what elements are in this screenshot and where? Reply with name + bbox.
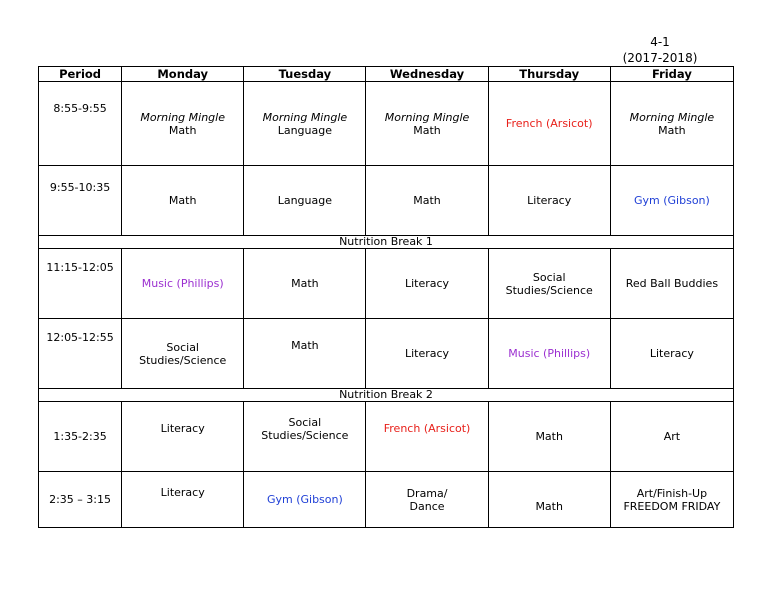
schedule-cell <box>366 166 488 236</box>
period-time: 11:15-12:05 <box>46 261 114 274</box>
schedule-cell <box>610 82 733 166</box>
cell-text: Language <box>277 194 333 207</box>
table-row <box>39 319 734 389</box>
schedule-cell <box>122 402 244 472</box>
schedule-cell <box>366 319 488 389</box>
cell-text: Math <box>658 123 686 137</box>
cell-text: French (Arsicot) <box>505 117 593 130</box>
schedule-cell <box>122 472 244 528</box>
break-row <box>39 236 734 249</box>
schedule-cell <box>122 319 244 389</box>
cell-italic: Morning Mingle <box>384 110 470 124</box>
schedule-cell <box>610 402 733 472</box>
schedule-cell <box>244 166 366 236</box>
cell-text: French (Arsicot) <box>383 422 471 435</box>
period-time: 9:55-10:35 <box>49 181 111 194</box>
column-header-tuesday: Tuesday <box>244 67 366 82</box>
header-row <box>39 67 734 82</box>
cell-text: Music (Phillips) <box>508 347 591 360</box>
cell-line-1: Social <box>166 340 199 354</box>
cell-line-2: Studies/Science <box>139 353 227 367</box>
schedule-cell <box>488 319 610 389</box>
schedule-cell <box>488 472 610 528</box>
period-time: 12:05-12:55 <box>46 331 114 344</box>
cell-line-2: Dance <box>409 499 445 513</box>
column-header-period: Period <box>39 67 122 82</box>
table-row <box>39 82 734 166</box>
cell-text: Math <box>168 194 197 207</box>
period-cell <box>39 319 122 389</box>
column-header-wednesday: Wednesday <box>366 67 488 82</box>
cell-line-2: Studies/Science <box>505 283 593 297</box>
period-cell <box>39 472 122 528</box>
cell-text: Math <box>535 430 563 443</box>
cell-italic: Morning Mingle <box>140 110 225 124</box>
schedule-cell <box>244 402 366 472</box>
school-year: (2017-2018) <box>622 51 698 65</box>
cell-line-1: Art/Finish-Up <box>636 486 708 500</box>
column-header-friday: Friday <box>610 67 733 82</box>
column-header-thursday: Thursday <box>488 67 610 82</box>
cell-text: Math <box>168 123 197 137</box>
schedule-cell <box>366 82 488 166</box>
cell-text: Language <box>277 123 333 137</box>
cell-text: Math <box>413 123 441 137</box>
schedule-cell <box>488 249 610 319</box>
schedule-cell <box>366 472 488 528</box>
cell-text: Literacy <box>404 277 450 290</box>
cell-italic: Morning Mingle <box>629 110 715 124</box>
schedule-cell <box>366 249 488 319</box>
cell-line-1: Drama/ <box>406 486 448 500</box>
period-time: 8:55-9:55 <box>53 102 107 115</box>
nutrition-break-label: Nutrition Break 1 <box>39 236 734 249</box>
cell-text: Math <box>291 277 319 290</box>
table-row <box>39 166 734 236</box>
schedule-cell <box>244 319 366 389</box>
cell-text: Gym (Gibson) <box>633 194 710 207</box>
cell-line-1: Social <box>532 270 566 284</box>
schedule-cell <box>610 249 733 319</box>
cell-text: Literacy <box>404 347 450 360</box>
schedule-cell <box>488 166 610 236</box>
period-time: 2:35 – 3:15 <box>49 493 111 506</box>
period-time: 1:35-2:35 <box>53 430 107 443</box>
cell-italic: Morning Mingle <box>262 110 348 124</box>
schedule-cell <box>244 82 366 166</box>
column-header-monday: Monday <box>122 67 244 82</box>
nutrition-break-label: Nutrition Break 2 <box>39 389 734 402</box>
cell-text: Gym (Gibson) <box>266 493 343 506</box>
period-cell <box>39 249 122 319</box>
cell-line-2: Studies/Science <box>261 429 349 442</box>
table-row <box>39 402 734 472</box>
cell-text: Math <box>535 500 563 513</box>
cell-text: Red Ball Buddies <box>625 277 719 290</box>
cell-line-1: Social <box>288 416 322 429</box>
schedule-cell <box>610 166 733 236</box>
period-cell <box>39 82 122 166</box>
break-row <box>39 389 734 402</box>
cell-text: Music (Phillips) <box>141 277 224 290</box>
period-cell <box>39 402 122 472</box>
schedule-cell <box>610 472 733 528</box>
table-row <box>39 249 734 319</box>
schedule-cell <box>244 249 366 319</box>
schedule-cell <box>122 82 244 166</box>
cell-text: Literacy <box>527 194 572 207</box>
table-row <box>39 472 734 528</box>
schedule-cell <box>244 472 366 528</box>
schedule-cell <box>122 166 244 236</box>
cell-text: Literacy <box>160 486 205 499</box>
period-cell <box>39 166 122 236</box>
cell-text: Math <box>413 194 441 207</box>
schedule-cell <box>366 402 488 472</box>
schedule-cell <box>488 82 610 166</box>
schedule-cell <box>122 249 244 319</box>
cell-text: Math <box>291 339 319 352</box>
cell-text: Literacy <box>160 422 205 435</box>
cell-text: Art <box>663 430 681 443</box>
schedule-cell <box>610 319 733 389</box>
schedule-table <box>38 66 734 528</box>
class-code: 4-1 <box>650 35 670 49</box>
schedule-cell <box>488 402 610 472</box>
cell-text: Literacy <box>649 347 694 360</box>
cell-line-2: FREEDOM FRIDAY <box>623 499 721 513</box>
